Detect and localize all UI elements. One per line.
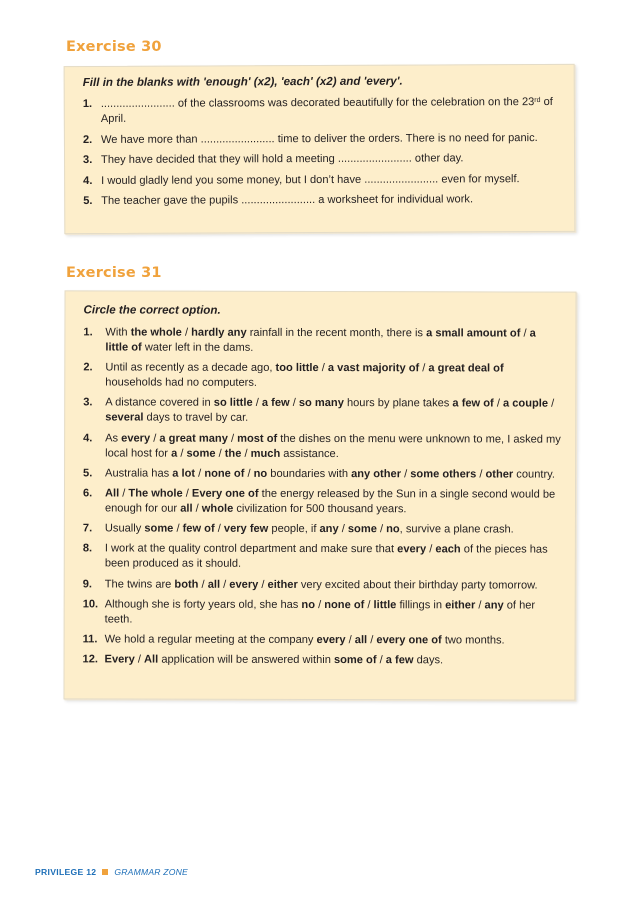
exercise-30-list xyxy=(83,95,561,215)
item-text: application will be answered within xyxy=(158,653,335,667)
item-text: / xyxy=(244,467,254,480)
item-text: / xyxy=(289,397,299,410)
option-text: every xyxy=(397,543,427,556)
option-text: the xyxy=(224,447,242,460)
item-text: I work at the quality control department and make sure that xyxy=(104,542,398,556)
option-text: too little xyxy=(275,362,319,375)
item-text: / xyxy=(227,432,238,445)
item-text: / xyxy=(476,468,486,481)
item-text: The twins are xyxy=(104,577,175,591)
item-text: days to travel by car. xyxy=(143,411,249,425)
item-text: / xyxy=(214,522,224,535)
exercise-31-box xyxy=(63,290,576,700)
item-text: days. xyxy=(413,654,444,667)
exercise-item xyxy=(83,486,561,517)
item-text: With xyxy=(105,326,131,339)
item-text: / xyxy=(426,543,436,556)
item-text: / xyxy=(252,397,262,410)
item-number: 3. xyxy=(83,153,93,167)
item-text: Until as recently as a decade ago, xyxy=(105,361,276,375)
exercise-30-instruction: Fill in the blanks with 'enough' (x2), 'each' (x2) and 'every'. xyxy=(82,74,403,90)
option-text: a small amount of xyxy=(426,327,521,340)
option-text: a few of xyxy=(452,397,494,410)
item-number: 12. xyxy=(82,653,99,666)
option-text: the whole xyxy=(130,326,182,339)
item-text: / xyxy=(364,598,374,611)
option-text: every xyxy=(316,633,346,646)
item-text: people, if xyxy=(268,522,320,536)
option-text: a great many xyxy=(159,432,228,445)
option-text: every one of xyxy=(376,634,442,647)
item-text: / xyxy=(258,578,268,591)
item-text: / xyxy=(520,327,530,340)
exercise-30-box xyxy=(64,64,576,234)
item-text: of her teeth. xyxy=(104,599,536,626)
item-text: rainfall in the recent month, there is xyxy=(246,326,427,340)
option-text: some xyxy=(347,523,377,536)
option-text: either xyxy=(267,578,298,591)
option-text: very few xyxy=(223,522,269,535)
option-text: some of xyxy=(333,654,377,667)
option-text: either xyxy=(445,599,476,612)
option-text: all xyxy=(354,633,368,646)
item-text: / xyxy=(367,633,377,647)
item-text: The teacher gave the pupils ........................ a worksheet for individual work. xyxy=(101,193,474,207)
option-text: most of xyxy=(237,432,278,445)
option-text: any xyxy=(319,523,339,536)
exercise-item xyxy=(83,632,561,648)
option-text: no xyxy=(253,467,268,480)
option-text: every xyxy=(121,432,151,445)
option-text: none of xyxy=(204,467,245,480)
option-text: few of xyxy=(182,522,215,535)
option-text: a little of xyxy=(105,327,536,354)
option-text: several xyxy=(105,411,144,424)
option-text: some xyxy=(144,522,174,535)
item-text: assistance. xyxy=(280,447,339,460)
exercise-31-list xyxy=(83,325,562,674)
item-text: / xyxy=(548,397,555,410)
item-text: water left in the dams. xyxy=(141,341,254,354)
exercise-item xyxy=(83,431,561,462)
page-footer xyxy=(35,867,188,877)
item-text: / xyxy=(182,487,192,500)
item-text: We hold a regular meeting at the company xyxy=(104,633,317,646)
item-number: 2. xyxy=(83,361,93,374)
item-number: 6. xyxy=(82,487,93,500)
option-text: any xyxy=(484,599,504,612)
item-text: As xyxy=(105,431,122,445)
item-number: 1. xyxy=(82,97,93,111)
exercise-31-instruction: Circle the correct option. xyxy=(83,303,221,317)
item-text: / xyxy=(173,522,183,535)
item-text: , survive a plane crash. xyxy=(399,523,514,536)
item-text: civilization for 500 thousand years. xyxy=(233,502,407,516)
item-text: boundaries with xyxy=(267,467,352,480)
item-number: 5. xyxy=(83,467,93,480)
exercise-item xyxy=(83,95,560,127)
exercise-item xyxy=(83,130,560,147)
item-text: the energy released by the Sun in a single second would be enough for our xyxy=(104,487,556,515)
footer-brand: PRIVILEGE 12 xyxy=(35,867,97,877)
item-text: / xyxy=(220,578,230,591)
item-text: / xyxy=(493,397,504,410)
exercise-item xyxy=(83,192,560,209)
item-text: households had no computers. xyxy=(105,376,258,390)
exercise-30-title: Exercise 30 xyxy=(66,39,162,55)
item-text: / xyxy=(192,502,202,515)
option-text: all xyxy=(180,502,193,515)
item-text: / xyxy=(376,523,387,536)
footer-section: GRAMMAR ZONE xyxy=(114,867,188,877)
exercise-31-title: Exercise 31 xyxy=(66,265,162,281)
exercise-item xyxy=(83,577,561,593)
exercise-item xyxy=(83,652,561,668)
option-text: All xyxy=(104,487,120,500)
item-text: / xyxy=(134,653,145,666)
item-text: of the pieces has been produced as it should. xyxy=(104,543,548,571)
exercise-item xyxy=(83,325,561,356)
option-text: so many xyxy=(298,397,344,410)
option-text: a great deal of xyxy=(428,362,504,375)
option-text: whole xyxy=(201,502,234,515)
item-text: / xyxy=(241,447,251,460)
option-text: none of xyxy=(324,598,365,611)
item-text: / xyxy=(198,578,208,591)
item-number: 2. xyxy=(82,133,93,146)
item-text: Australia has xyxy=(105,467,173,480)
option-text: some xyxy=(186,447,216,460)
option-text: both xyxy=(174,578,199,591)
option-text: a few xyxy=(385,654,414,667)
item-text: / xyxy=(150,432,160,445)
exercise-item xyxy=(83,466,561,482)
item-text: / xyxy=(475,599,485,612)
footer-square-icon xyxy=(102,869,108,875)
item-text: / xyxy=(181,326,192,339)
exercise-item xyxy=(83,396,561,427)
option-text: a vast majority of xyxy=(327,362,420,375)
option-text: a xyxy=(171,447,178,460)
exercise-item xyxy=(83,597,561,628)
exercise-item xyxy=(83,542,561,573)
option-text: a lot xyxy=(172,467,196,480)
item-text: / xyxy=(419,362,429,375)
item-text: the dishes on the menu were unknown to me, I asked my local host for xyxy=(105,432,561,460)
option-text: much xyxy=(250,447,281,460)
item-text: Although she is forty years old, she has xyxy=(104,598,302,611)
item-text: hours by plane takes xyxy=(343,397,453,410)
item-text: ........................ of the classrooms was decorated beautifully for the celebration on the 23 xyxy=(100,96,535,110)
item-text: We have more than ........................ time to deliver the orders. There is no need for panic. xyxy=(100,131,538,146)
option-text: some others xyxy=(410,467,477,481)
item-number: 7. xyxy=(82,522,93,535)
item-text: / xyxy=(195,467,205,480)
item-text: fillings in xyxy=(396,598,446,612)
item-text: / xyxy=(314,598,325,611)
item-text: two months. xyxy=(441,634,505,647)
item-number: 9. xyxy=(82,577,93,590)
item-text: very excited about their birthday party tomorrow. xyxy=(297,578,538,592)
option-text: a couple xyxy=(502,397,549,410)
exercise-item xyxy=(83,361,561,392)
item-text: They have decided that they will hold a meeting ........................ other day. xyxy=(101,152,464,166)
item-text: / xyxy=(318,362,328,375)
item-text: / xyxy=(376,654,386,667)
option-text: little xyxy=(373,598,397,611)
option-text: All xyxy=(144,653,159,666)
exercise-item xyxy=(83,151,560,168)
item-number: 4. xyxy=(83,174,93,187)
item-number: 5. xyxy=(83,194,93,208)
item-text: of April. xyxy=(100,95,553,125)
item-text: / xyxy=(338,523,348,536)
option-text: Every one of xyxy=(191,487,259,500)
option-text: Every xyxy=(104,653,135,666)
option-text: no xyxy=(386,523,400,536)
option-text: all xyxy=(207,578,221,591)
superscript: rd xyxy=(534,97,541,105)
item-text: A distance covered in xyxy=(105,396,214,410)
exercise-item xyxy=(83,171,560,188)
item-number: 11. xyxy=(82,633,98,646)
option-text: other xyxy=(485,468,514,481)
option-text: The whole xyxy=(128,487,183,500)
option-text: no xyxy=(301,598,316,611)
item-text: country. xyxy=(513,468,555,481)
item-text: Usually xyxy=(104,522,145,535)
item-text: / xyxy=(119,487,129,500)
item-text: / xyxy=(215,447,225,460)
item-text: I would gladly lend you some money, but I don’t have ........................ even for myself. xyxy=(101,172,520,187)
item-number: 10. xyxy=(82,598,99,611)
item-text: / xyxy=(345,633,355,646)
option-text: any other xyxy=(351,467,402,480)
option-text: so little xyxy=(213,397,253,410)
exercise-item xyxy=(83,522,561,538)
item-number: 8. xyxy=(82,542,93,555)
item-number: 3. xyxy=(83,396,93,409)
option-text: each xyxy=(435,543,461,556)
item-number: 4. xyxy=(83,431,93,444)
option-text: every xyxy=(229,578,259,591)
option-text: hardly any xyxy=(191,326,247,339)
item-text: / xyxy=(177,447,187,460)
option-text: a few xyxy=(261,397,290,410)
item-number: 1. xyxy=(83,326,93,339)
item-text: / xyxy=(401,467,411,480)
